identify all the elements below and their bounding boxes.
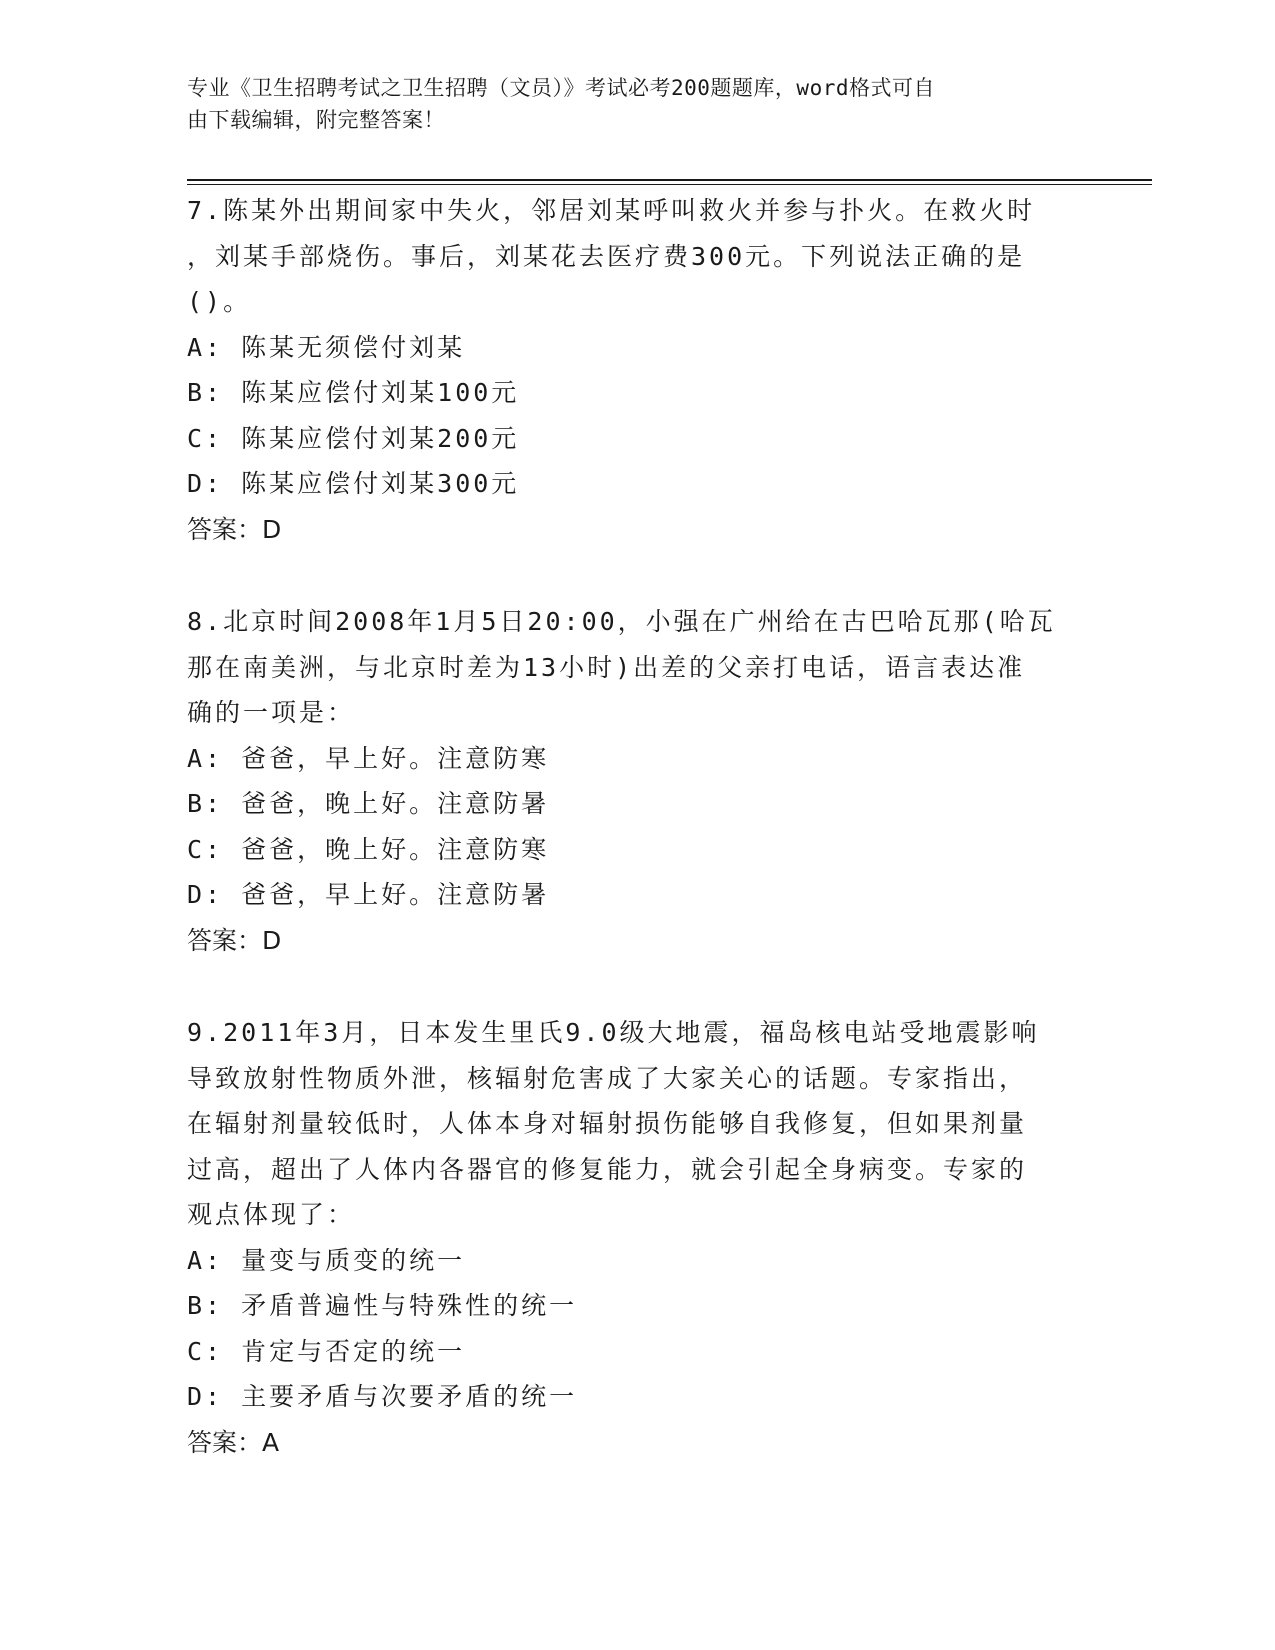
option-b: B: 矛盾普遍性与特殊性的统一 (187, 1291, 578, 1320)
option-a: A: 量变与质变的统一 (187, 1245, 466, 1275)
header-line-2: 由下载编辑，附完整答案！ (187, 108, 445, 132)
question-spacer (187, 552, 1087, 599)
header-divider-thick (187, 179, 1152, 181)
option-b: B: 爸爸，晚上好。注意防暑 (187, 789, 550, 818)
answer: 答案：D (187, 514, 282, 544)
question-stem-line: ，刘某手部烧伤。事后，刘某花去医疗费300元。下列说法正确的是 (187, 241, 1026, 271)
question-spacer (187, 963, 1087, 1010)
answer: 答案：A (187, 1427, 280, 1457)
question-stem-line: 导致放射性物质外泄，核辐射危害成了大家关心的话题。专家指出， (187, 1063, 1028, 1093)
question-stem-line: ()。 (187, 287, 252, 316)
question-stem-line: 观点体现了： (187, 1200, 356, 1229)
question-stem-line: 8.北京时间2008年1月5日20:00，小强在广州给在古巴哈瓦那(哈瓦 (187, 607, 1056, 636)
question-list (187, 188, 1087, 1465)
question-stem-line: 9.2011年3月，日本发生里氏9.0级大地震，福岛核电站受地震影响 (187, 1018, 1040, 1047)
option-a: A: 陈某无须偿付刘某 (187, 332, 466, 362)
answer: 答案：D (187, 925, 282, 955)
header-divider-thin (187, 184, 1152, 185)
option-a: A: 爸爸，早上好。注意防寒 (187, 743, 550, 773)
question-stem-line: 过高，超出了人体内各器官的修复能力，就会引起全身病变。专家的 (187, 1154, 1028, 1184)
option-b: B: 陈某应偿付刘某100元 (187, 378, 520, 407)
question-8 (187, 599, 1087, 963)
option-d: D: 主要矛盾与次要矛盾的统一 (187, 1382, 578, 1411)
option-c: C: 陈某应偿付刘某200元 (187, 423, 520, 453)
option-d: D: 爸爸，早上好。注意防暑 (187, 880, 550, 909)
question-7 (187, 188, 1087, 552)
option-c: C: 肯定与否定的统一 (187, 1336, 466, 1366)
question-stem-line: 在辐射剂量较低时，人体本身对辐射损伤能够自我修复，但如果剂量 (187, 1109, 1028, 1138)
question-9 (187, 1010, 1087, 1465)
question-stem-line: 确的一项是： (187, 698, 356, 727)
option-d: D: 陈某应偿付刘某300元 (187, 469, 520, 498)
question-stem-line: 那在南美洲，与北京时差为13小时)出差的父亲打电话，语言表达准 (187, 652, 1026, 682)
document-header (187, 72, 1067, 136)
question-stem-line: 7.陈某外出期间家中失火，邻居刘某呼叫救火并参与扑火。在救火时 (187, 196, 1036, 225)
option-c: C: 爸爸，晚上好。注意防寒 (187, 834, 550, 864)
header-line-1: 专业《卫生招聘考试之卫生招聘（文员）》考试必考200题题库，word格式可自 (187, 76, 935, 100)
